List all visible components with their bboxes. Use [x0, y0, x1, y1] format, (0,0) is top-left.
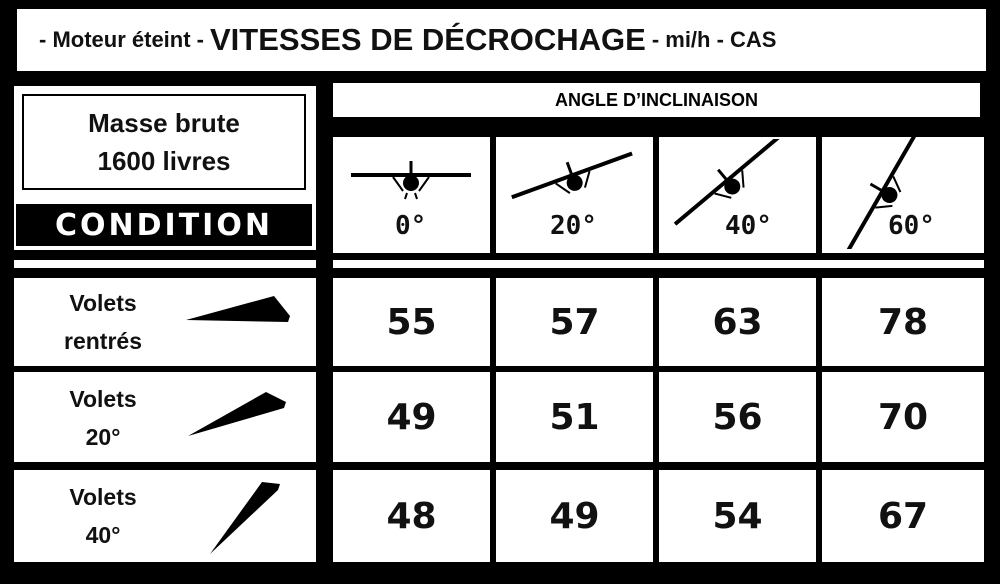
speed-cell: 56 [659, 372, 816, 462]
angle-cell-20 [496, 137, 653, 253]
row-label-text: Volets rentrés [64, 290, 142, 354]
angle-cell-60 [822, 137, 984, 253]
flaps-20-icon [186, 386, 296, 446]
bank-angle-header [330, 80, 983, 120]
divider [14, 260, 316, 268]
speed-cell: 54 [659, 470, 816, 562]
left-header-panel [14, 86, 316, 250]
row-label-text: Volets 40° [69, 484, 137, 548]
speed-cell: 48 [333, 470, 490, 562]
speed-cell: 57 [496, 278, 653, 366]
angle-label-20: 20° [550, 211, 597, 241]
divider [333, 260, 984, 268]
condition-label: CONDITION [16, 204, 312, 246]
speed-cell: 67 [822, 470, 984, 562]
speed-cell: 78 [822, 278, 984, 366]
mass-box [22, 94, 306, 190]
row-label-flaps-20 [14, 372, 316, 462]
title-prefix: - Moteur éteint - [39, 27, 204, 52]
mass-line2: 1600 livres [97, 146, 231, 176]
speed-cell: 49 [333, 372, 490, 462]
flaps-retracted-icon [184, 292, 294, 332]
speed-cell: 70 [822, 372, 984, 462]
angle-label-0: 0° [395, 211, 427, 241]
title-suffix: - mi/h - CAS [651, 27, 777, 52]
speed-cell: 55 [333, 278, 490, 366]
angle-cell-0 [333, 137, 490, 253]
flaps-40-icon [206, 478, 296, 558]
speed-cell: 51 [496, 372, 653, 462]
bank-angle-header-label: ANGLE D’INCLINAISON [554, 89, 758, 110]
angle-cell-40 [659, 137, 816, 253]
title-main: VITESSES DE DÉCROCHAGE [210, 22, 646, 57]
row-label-flaps-40 [14, 470, 316, 562]
page-title [14, 6, 989, 74]
angle-label-60: 60° [888, 211, 935, 241]
speed-cell: 49 [496, 470, 653, 562]
mass-line1: Masse brute [88, 108, 240, 138]
row-label-text: Volets 20° [69, 386, 137, 450]
row-label-flaps-retracted [14, 278, 316, 366]
angle-label-40: 40° [725, 211, 772, 241]
speed-cell: 63 [659, 278, 816, 366]
